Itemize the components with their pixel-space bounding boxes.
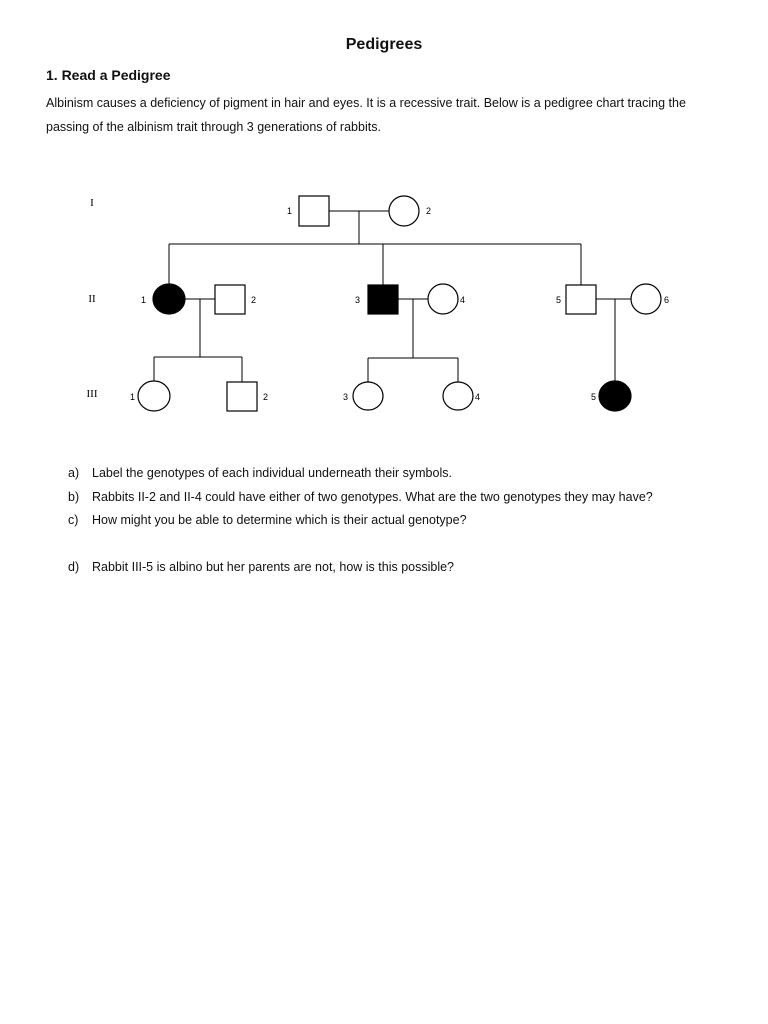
label-i-2: 2 (426, 206, 432, 216)
label-ii-6: 6 (664, 295, 670, 305)
label-ii-1: 1 (141, 295, 147, 305)
question-list (68, 462, 708, 579)
label-iii-4: 4 (475, 392, 481, 402)
question-marker: d) (68, 559, 80, 574)
label-i-1: 1 (287, 206, 293, 216)
individual-iii-4-female (443, 382, 473, 410)
label-iii-5: 5 (591, 392, 597, 402)
label-iii-2: 2 (263, 392, 269, 402)
question-text: Rabbits II-2 and II-4 could have either of two genotypes. What are the two genotypes they may have? (92, 489, 653, 504)
individual-iii-2-male (227, 382, 257, 411)
generation-label-i: I (90, 197, 94, 209)
question-item (68, 509, 708, 533)
generation-label-ii: II (88, 293, 96, 305)
intro-paragraph: Albinism causes a deficiency of pigment in hair and eyes. It is a recessive trait. Below is a pedigree chart tracing the passing of the albinism trait through 3 generations of rabbits. (46, 96, 686, 134)
individual-iii-1-female (138, 381, 170, 411)
individual-i-1-male (299, 196, 329, 226)
individual-ii-4-female (428, 284, 458, 314)
question-text: Rabbit III-5 is albino but her parents are not, how is this possible? (92, 559, 455, 574)
label-ii-2: 2 (251, 295, 257, 305)
question-item (68, 556, 708, 580)
label-ii-5: 5 (556, 295, 562, 305)
page-title: Pedigrees (345, 36, 423, 53)
generation-label-iii: III (86, 388, 98, 400)
individual-iii-3-female (353, 382, 383, 410)
question-marker: a) (68, 466, 80, 480)
question-text: Label the genotypes of each individual underneath their symbols. (92, 466, 452, 480)
individual-i-2-female (389, 196, 419, 226)
label-iii-1: 1 (130, 392, 136, 402)
section-heading: 1. Read a Pedigree (46, 67, 171, 83)
question-item (68, 462, 708, 486)
label-iii-3: 3 (343, 392, 349, 402)
individual-ii-3-male-affected (368, 285, 398, 314)
individual-ii-1-female-affected (153, 284, 185, 314)
question-text: How might you be able to determine which is their actual genotype? (92, 513, 467, 527)
question-item (68, 486, 708, 510)
individual-ii-5-male (566, 285, 596, 314)
label-ii-4: 4 (460, 295, 466, 305)
question-marker: c) (68, 513, 79, 527)
individual-iii-5-female-affected (599, 381, 631, 411)
question-marker: b) (68, 489, 80, 504)
individual-ii-2-male (215, 285, 245, 314)
individual-ii-6-female (631, 284, 661, 314)
pedigree-chart (0, 0, 768, 440)
label-ii-3: 3 (355, 295, 361, 305)
